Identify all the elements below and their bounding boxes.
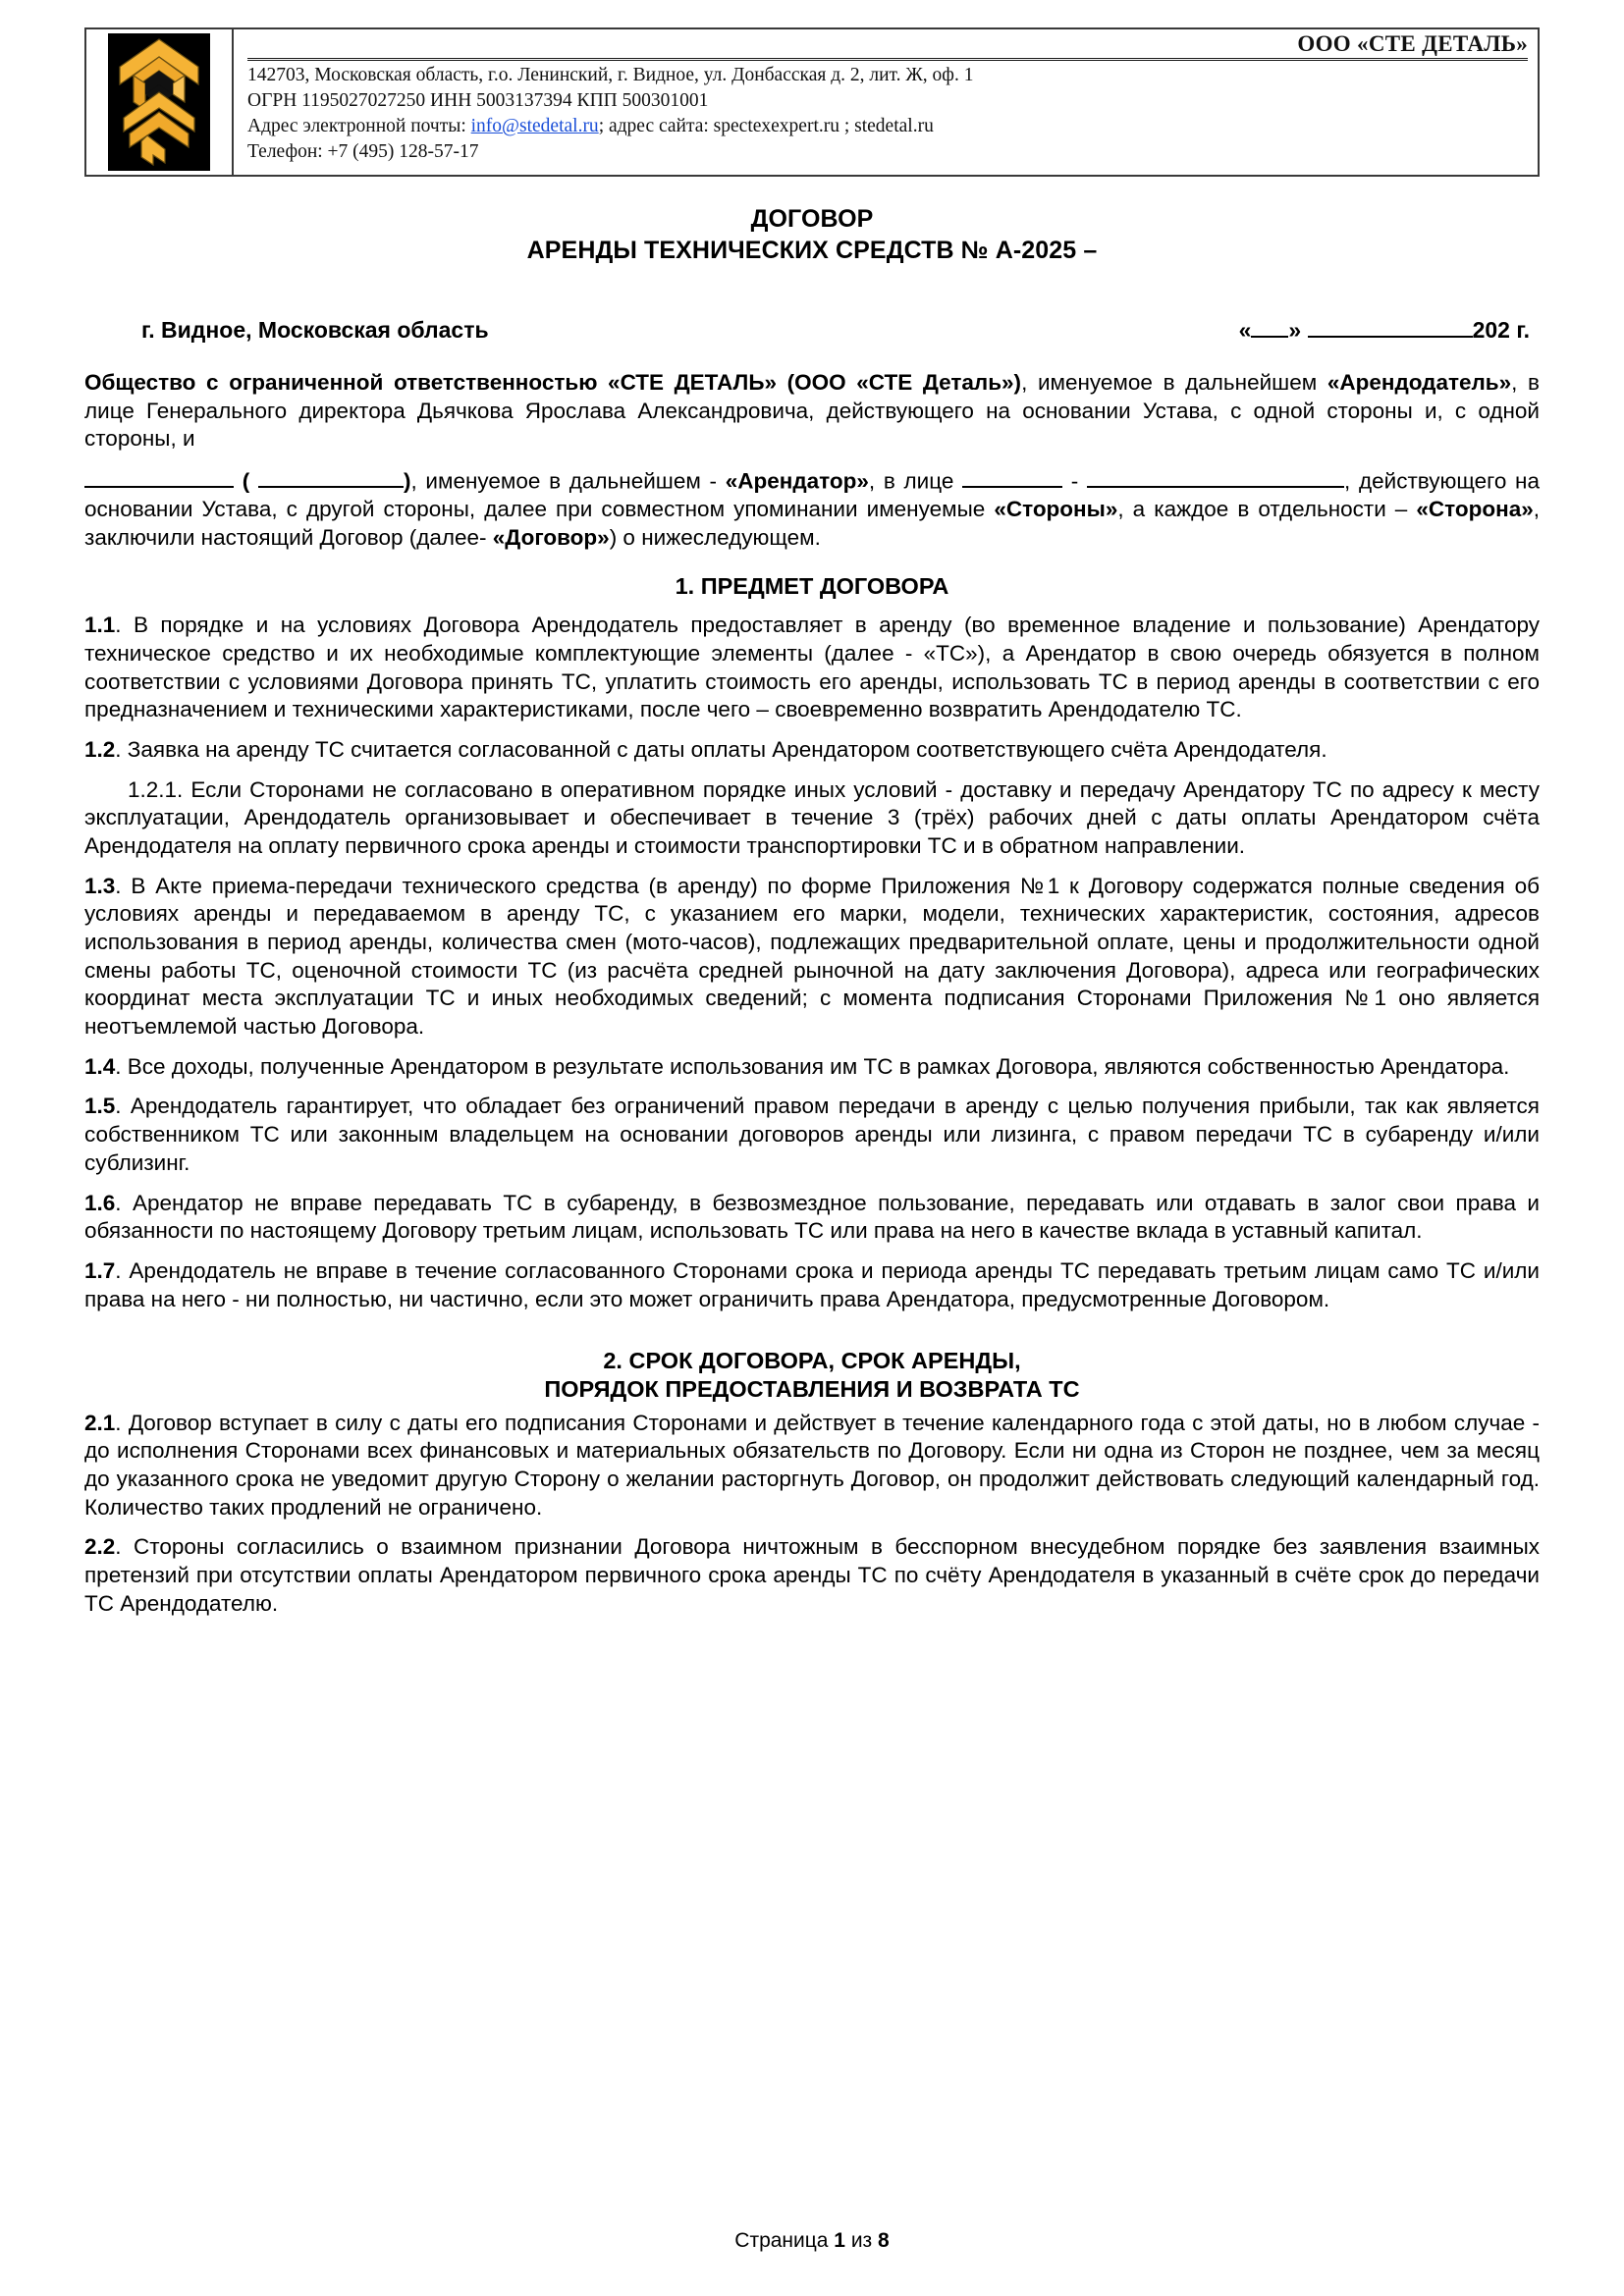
document-title-line1: ДОГОВОР: [750, 205, 874, 233]
company-registration: ОГРН 1195027027250 ИНН 5003137394 КПП 500301001: [247, 90, 709, 112]
clause-1-3: [84, 873, 1540, 1041]
footer-middle: из: [844, 2229, 879, 2252]
intro-paragraph-tenant: [84, 465, 1540, 552]
section-2-heading-line1: 2. СРОК ДОГОВОРА, СРОК АРЕНДЫ,: [603, 1348, 1021, 1374]
company-name: ООО «СТЕ ДЕТАЛЬ»: [247, 31, 1528, 61]
clause-1-2-number: 1.2: [84, 736, 116, 762]
clause-2-2-text: . Стороны согласились о взаимном признании Договора ничтожным в бесспорном внесудебном порядке без заявления взаимных претензий при отсутствии оплаты Арендатором первичного срока аренды ТС по счёту Арендодателя в указанный в счёте срок до передачи ТС Арендодателю.: [84, 1534, 1540, 1616]
tenant-rep-name-blank[interactable]: [1087, 465, 1344, 488]
clause-2-1: [84, 1410, 1540, 1522]
clause-1-4-number: 1.4: [84, 1053, 116, 1079]
email-label: Адрес электронной почты:: [247, 116, 466, 137]
clause-1-1-text: . В порядке и на условиях Договора Арендодатель предоставляет в аренду (во временное владение и пользование) Арендатору техническое средство и их необходимые комплектующие элементы (далее - «ТС»), а Арендатор в свою очередь обязуется в полном соответствии с условиями Договора принять ТС, уплатить стоимость его аренды, использовать ТС в период аренды в соответствии с его предназначением и техническими характеристиками, после чего – своевременно возвратить Арендодателю ТС.: [84, 613, 1540, 722]
intro-text-7: , заключили настоящий Договор (далее-: [84, 497, 1540, 550]
clause-1-6-number: 1.6: [84, 1190, 116, 1215]
document-title-line2: АРЕНДЫ ТЕХНИЧЕСКИХ СРЕДСТВ № А-2025 –: [526, 236, 1098, 264]
clause-1-4: [84, 1053, 1540, 1082]
company-phone: Телефон: +7 (495) 128-57-17: [247, 141, 479, 163]
clause-1-5-number: 1.5: [84, 1094, 116, 1119]
intro-paren-close: ): [403, 468, 411, 494]
intro-text-3: , именуемое в дальнейшем -: [410, 468, 726, 494]
section-2-heading: [84, 1347, 1540, 1403]
page-footer: [0, 2229, 1624, 2253]
clause-1-7-number: 1.7: [84, 1257, 116, 1283]
clause-1-5-text: . Арендодатель гарантирует, что обладает без ограничений правом передачи в аренду с целью получения прибыли, так как является собственником ТС или законным владельцем на основании договоров аренды или лизинга, с правом передачи ТС в субаренду и/или сублизинг.: [84, 1094, 1540, 1175]
intro-contract-term: «Договор»: [492, 524, 610, 550]
month-blank[interactable]: [1308, 336, 1473, 338]
clause-1-2-1: [84, 776, 1540, 861]
intro-party-term: «Сторона»: [1416, 497, 1534, 522]
quote-close: »: [1288, 317, 1302, 343]
footer-prefix: Страница: [734, 2229, 835, 2252]
clause-1-2-1-text: 1.2.1. Если Сторонами не согласовано в оперативном порядке иных условий - доставку и передачу Арендатору ТС по адресу к месту эксплуатации, Арендодатель организовывает и обеспечивает в течение 3 (трёх) рабочих дней с даты оплаты Арендатором счёта Арендодателя на оплату первичного срока аренды и стоимости транспортировки ТС и в обратном направлении.: [84, 776, 1540, 858]
place-and-date-row: [84, 317, 1540, 344]
intro-lessor-term: «Арендодатель»: [1326, 370, 1512, 395]
company-address: 142703, Московская область, г.о. Ленинский, г. Видное, ул. Донбасская д. 2, лит. Ж, оф. 1: [247, 65, 974, 86]
letterhead-info: [234, 29, 1538, 175]
intro-text-1: , именуемое в дальнейшем: [1021, 370, 1327, 395]
year-text: 202 г.: [1472, 317, 1530, 343]
intro-text-2: , в лице Генерального директора Дьячкова Ярослава Александровича, действующего на основании Устава, с одной стороны и, с одной стороны, и: [84, 370, 1540, 452]
intro-dash: -: [1070, 468, 1079, 494]
footer-current-page: 1: [834, 2229, 845, 2252]
website-label: ; адрес сайта: spectexexpert.ru ; stedetal.ru: [598, 116, 934, 137]
logo-cell: [86, 29, 234, 175]
section-1-heading: 1. ПРЕДМЕТ ДОГОВОРА: [675, 572, 949, 599]
document-title: [84, 204, 1540, 266]
clause-1-2: [84, 736, 1540, 765]
clause-1-6-text: . Арендатор не вправе передавать ТС в субаренду, в безвозмездное пользование, передавать или отдавать в залог свои права и обязанности по настоящему Договору третьим лицам, использовать ТС или права на него в качестве вклада в уставный капитал.: [84, 1190, 1540, 1244]
clause-1-7: [84, 1257, 1540, 1313]
intro-text-8: ) о нижеследующем.: [609, 524, 821, 550]
clause-2-1-text: . Договор вступает в силу с даты его подписания Сторонами и действует в течение календарного года с этой даты, но в любом случае - до исполнения Сторонами всех финансовых и материальных обязательств по Договору. Если ни одна из Сторон не позднее, чем за месяц до указанного срока не уведомит другую Сторону о желании расторгнуть Договор, он продолжит действовать следующий календарный год. Количество таких продлений не ограничено.: [84, 1410, 1540, 1520]
intro-company-bold: Общество с ограниченной ответственностью «СТЕ ДЕТАЛЬ» (ООО «СТЕ Деталь»): [84, 370, 1022, 395]
clause-2-2: [84, 1533, 1540, 1618]
tenant-rep-blank[interactable]: [962, 465, 1062, 488]
company-email-row: [247, 114, 1528, 139]
quote-open: «: [1238, 317, 1252, 343]
footer-total-pages: 8: [878, 2229, 890, 2252]
clause-1-3-text: . В Акте приема-передачи технического средства (в аренду) по форме Приложения №1 к Договору содержатся полные сведения об условиях аренды и передаваемом в аренду ТС, с указанием его марки, модели, технических характеристик, состояния, адресов использования в период аренды, количества смен (мото-часов), подлежащих предварительной оплате, цены и продолжительности одной смены работы ТС, оценочной стоимости ТС (из расчёта средней рыночной на дату заключения Договора), адреса или географических координат места эксплуатации ТС и иных необходимых сведений; с момента подписания Сторонами Приложения №1 оно является неотъемлемой частью Договора.: [84, 873, 1540, 1040]
clause-1-2-text: . Заявка на аренду ТС считается согласованной с даты оплаты Арендатором соответствующего счёта Арендодателя.: [115, 736, 1327, 762]
intro-parties-term: «Стороны»: [994, 497, 1118, 522]
tenant-name-blank[interactable]: [84, 465, 234, 488]
clause-1-5: [84, 1093, 1540, 1177]
clause-2-1-number: 2.1: [84, 1410, 116, 1435]
section-2-heading-line2: ПОРЯДОК ПРЕДОСТАВЛЕНИЯ И ВОЗВРАТА ТС: [544, 1375, 1080, 1402]
ste-detal-logo: [108, 33, 210, 171]
intro-text-5: , действующего на основании Устава, с другой стороны, далее при совместном упоминании именуемые: [84, 468, 1540, 522]
day-blank[interactable]: [1251, 336, 1288, 338]
intro-text-6: , а каждое в отдельности –: [1117, 497, 1417, 522]
clause-1-3-number: 1.3: [84, 873, 116, 898]
clause-1-6: [84, 1190, 1540, 1246]
date-of-signing: [1239, 317, 1530, 344]
clause-1-1-number: 1.1: [84, 613, 116, 638]
intro-text-4: , в лице: [868, 468, 963, 494]
place-of-signing: г. Видное, Московская область: [141, 317, 489, 343]
intro-tenant-term: «Арендатор»: [725, 468, 869, 494]
clause-1-1: [84, 612, 1540, 724]
clause-2-2-number: 2.2: [84, 1534, 116, 1560]
intro-paren-open: (: [234, 468, 258, 494]
intro-paragraph: [84, 369, 1540, 454]
clause-1-4-text: . Все доходы, полученные Арендатором в результате использования им ТС в рамках Договора, являются собственностью Арендатора.: [115, 1053, 1510, 1079]
letterhead-header: [84, 27, 1540, 177]
clause-1-7-text: . Арендодатель не вправе в течение согласованного Сторонами срока и периода аренды ТС передавать третьим лицам само ТС и/или права на него - ни полностью, ни частично, если это может ограничить права Арендатора, предусмотренные Договором.: [84, 1257, 1540, 1311]
email-link[interactable]: info@stedetal.ru: [470, 116, 599, 137]
tenant-short-name-blank[interactable]: [258, 465, 404, 488]
